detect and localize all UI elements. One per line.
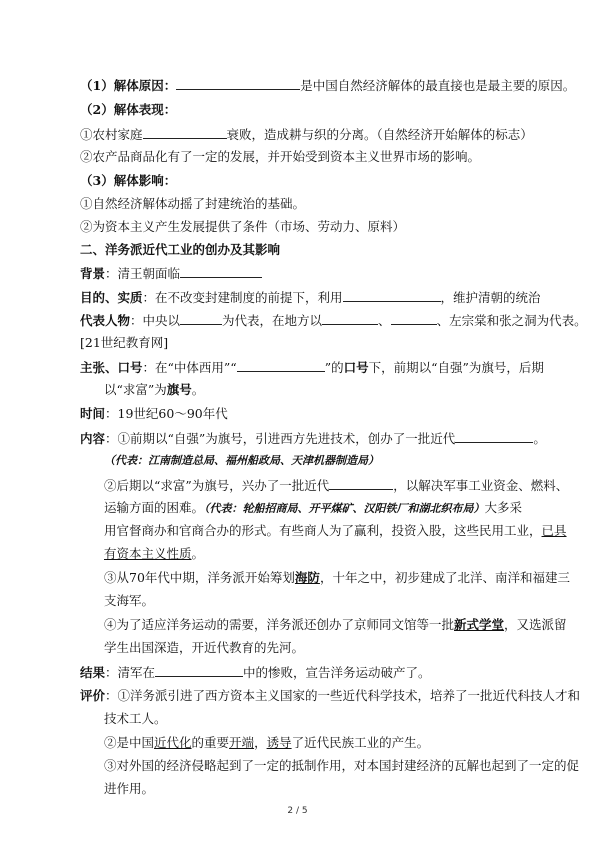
manifest-1-b: 衰败，造成耕与织的分离。（自然经济开始解体的标志） xyxy=(226,127,533,142)
content-4-a: ④为了适应洋务运动的需要，洋务派还创办了京师同文馆等一批 xyxy=(104,617,455,632)
impact-1: ①自然经济解体动摇了封建统治的基础。 xyxy=(80,196,306,211)
content-2-note: （代表：轮船招商局、开平煤矿、汉阳铁厂和湖北织布局） xyxy=(204,502,485,515)
content-1-note: （代表：江南制造总局、福州船政局、天津机器制造局） xyxy=(104,454,379,467)
content-2-a: ②后期以“求富”为旗号，兴办了一批近代 xyxy=(104,478,330,493)
eval-2-g: 了近代民族工业的产生。 xyxy=(291,735,430,750)
blank-rep-local-2[interactable] xyxy=(391,311,437,325)
slogan-label: 主张、口号 xyxy=(80,360,143,375)
line-content-4 xyxy=(104,616,567,633)
page-number: 2 / 5 xyxy=(287,806,308,816)
blank-purpose[interactable] xyxy=(343,288,441,302)
rep-b: 为代表，在地方以 xyxy=(222,313,323,328)
slogan-f: 旗号 xyxy=(166,382,192,397)
line-manifest-1 xyxy=(80,125,533,143)
time-label: 时间 xyxy=(80,406,106,421)
eval-label: 评价 xyxy=(80,688,106,703)
cause-text: 是中国自然经济解体的最直接也是最主要的原因。 xyxy=(300,78,576,93)
line-content-1 xyxy=(80,429,546,447)
line-content-2c xyxy=(104,522,567,539)
blank-background[interactable] xyxy=(180,264,262,278)
content-2-h: 。 xyxy=(191,546,205,561)
time-text: ：19世纪60～90年代 xyxy=(105,406,228,421)
line-content-2d xyxy=(104,545,204,562)
content-2-e: 用官督商办和官商合办的形式。有些商人为了赢利，投资入股，这些民用工业， xyxy=(104,523,542,538)
line-background xyxy=(80,264,262,282)
content-2-c: 运输方面的困难。 xyxy=(104,500,205,515)
line-content-2b xyxy=(104,499,522,517)
line-purpose xyxy=(80,288,541,306)
content-1-b: 。 xyxy=(533,431,546,446)
line-content-2 xyxy=(104,476,568,494)
slogan-g: 。 xyxy=(191,382,205,397)
line-cause xyxy=(80,76,575,94)
line-time xyxy=(80,405,228,422)
manifest-1-a: ①农村家庭 xyxy=(80,127,143,142)
slogan-a: ：在“中体西用”“ xyxy=(142,360,237,375)
line-slogan-2 xyxy=(104,381,204,398)
eval-2-b: 近代化 xyxy=(154,735,192,750)
cause-label: （1）解体原因： xyxy=(80,78,177,93)
purpose-label: 目的、实质 xyxy=(80,290,143,305)
result-a: ：清军在 xyxy=(105,665,156,680)
eval-1-a: ：①洋务派引进了西方资本主义国家的一些近代科学技术，培养了一批近代科技人才和 xyxy=(105,688,581,703)
content-2-g: 有资本主义性质 xyxy=(104,546,192,561)
rep-label: 代表人物 xyxy=(80,313,131,328)
rep-a: ：中央以 xyxy=(130,313,181,328)
slogan-b: ”的 xyxy=(324,360,344,375)
slogan-e: 以“求富”为 xyxy=(104,382,167,397)
impact-label: （3）解体影响： xyxy=(80,173,177,188)
eval-2-e: ， xyxy=(254,735,267,750)
eval-2-f: 诱导 xyxy=(266,735,292,750)
rep-c: 、 xyxy=(378,313,391,328)
line-eval-2 xyxy=(104,734,429,751)
slogan-c: 口号 xyxy=(343,360,369,375)
impact-2: ②为资本主义产生发展提供了条件（市场、劳动力、原料） xyxy=(80,219,406,234)
eval-2-c: 的重要 xyxy=(191,735,230,750)
content-1-a: ：①前期以“自强”为旗号，引进西方先进技术，创办了一批近代 xyxy=(105,431,456,446)
content-label: 内容 xyxy=(80,431,106,446)
manifest-2: ②农产品商品化有了一定的发展，并开始受到资本主义世界市场的影响。 xyxy=(80,149,481,164)
blank-slogan[interactable] xyxy=(237,358,325,372)
blank-rep-central[interactable] xyxy=(180,311,222,325)
content-3-c: ，十年之中，初步建成了北洋、南洋和福建三 xyxy=(319,570,570,585)
content-2-f: 已具 xyxy=(541,523,567,538)
eval-3-a: ③对外国的经济侵略起到了一定的抵制作用，对本国封建经济的瓦解也起到了一定的促 xyxy=(104,758,580,773)
line-content-3 xyxy=(104,569,570,586)
purpose-b: ，维护清朝的统治 xyxy=(440,290,541,305)
blank-war[interactable] xyxy=(155,663,243,677)
eval-1-b: 技术工人。 xyxy=(104,711,167,726)
background-label: 背景 xyxy=(80,266,106,281)
blank-civil-industry[interactable] xyxy=(329,476,393,490)
background-text: ：清王朝面临 xyxy=(105,266,181,281)
line-representatives xyxy=(80,311,587,329)
content-3-b: 海防 xyxy=(294,570,320,585)
eval-2-d: 开端 xyxy=(229,735,255,750)
content-4-d: 学生出国深造，开近代教育的先河。 xyxy=(104,640,305,655)
eval-3-b: 进作用。 xyxy=(104,781,155,796)
purpose-a: ：在不改变封建制度的前提下，利用 xyxy=(142,290,343,305)
content-4-b: 新式学堂 xyxy=(454,617,505,632)
section-heading: 二、洋务派近代工业的创办及其影响 xyxy=(80,242,281,257)
rep-d: 、左宗棠和张之洞为代表。 xyxy=(436,313,587,328)
manifest-label: （2）解体表现： xyxy=(80,102,177,117)
eval-2-a: ②是中国 xyxy=(104,735,155,750)
line-eval-1 xyxy=(80,687,580,704)
content-2-d: 大多采 xyxy=(484,500,523,515)
content-4-c: ，又选派留 xyxy=(504,617,567,632)
blank-cause[interactable] xyxy=(176,76,300,90)
blank-military-industry[interactable] xyxy=(455,429,533,443)
result-b: 中的惨败，宣告洋务运动破产了。 xyxy=(243,665,431,680)
slogan-d: 下，前期以“自强”为旗号，后期 xyxy=(368,360,544,375)
content-3-d: 支海军。 xyxy=(104,593,155,608)
source-note: [21世纪教育网] xyxy=(80,335,169,350)
content-2-b: ，以解决军事工业资金、燃料、 xyxy=(393,478,569,493)
result-label: 结果 xyxy=(80,665,106,680)
line-slogan xyxy=(80,358,544,376)
blank-family[interactable] xyxy=(143,125,227,139)
content-3-a: ③从70年代中期，洋务派开始筹划 xyxy=(104,570,295,585)
line-result xyxy=(80,663,431,681)
blank-rep-local-1[interactable] xyxy=(322,311,378,325)
